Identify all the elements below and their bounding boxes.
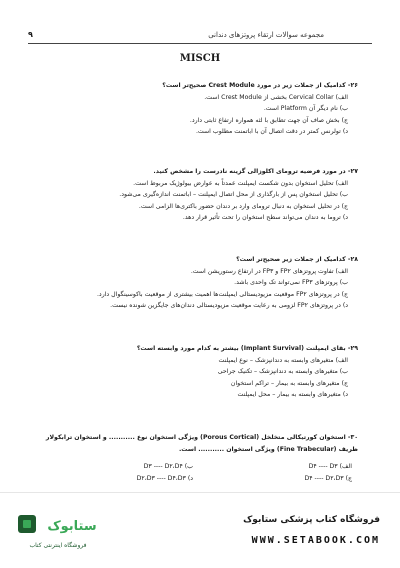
question-block: [40, 254, 358, 312]
page-number: ۹: [28, 30, 33, 39]
option-c: ج) در پروتزهای FP۲ موقعیت مزیودیستالی ایمپلنت‌ها اهمیت بیشتری از موقعیت باکوسینگوال دارد.: [96, 290, 348, 298]
section-title: MISCH: [179, 53, 221, 64]
option-b: ب) متغیرهای وابسته به دندانپزشک – تکنیک جراحی: [217, 368, 348, 376]
option-d: د) D۲،D۳ ---- D۴،D۳: [136, 474, 193, 482]
header-rule: [28, 43, 372, 44]
option-a: الف) D۴ ---- D۳: [308, 462, 352, 470]
options-row: [40, 472, 358, 484]
option-d: د) تروما به دندان می‌تواند سطح استخوان را تحت تأثیر قرار دهد.: [182, 214, 348, 222]
question-stem: ۲۷- در مورد فرضیه ترومای اکلوزالی گزینه نادرست را مشخص کنید.: [153, 168, 358, 175]
logo-mark-inner: [23, 520, 31, 528]
option-a: الف) تحلیل استخوان بدون شکست ایمپلنت عمدتاً به عوارض بیولوژیک مربوط است.: [133, 179, 348, 187]
store-branding: [243, 515, 380, 546]
question-block: [40, 166, 358, 224]
option-a: الف) Cervical Collar بخشی از Crest Module است.: [204, 93, 348, 101]
option-c: ج) متغیرهای وابسته به بیمار – تراکم استخوان: [230, 379, 348, 387]
store-url: WWW.SETABOOK.COM: [251, 535, 380, 546]
store-footer-banner: [0, 492, 400, 568]
option-d: د) متغیرهای وابسته به بیمار – محل ایمپلنت: [237, 391, 348, 399]
page-header: [28, 30, 372, 44]
running-header-title: مجموعه سوالات ارتقاء پروتزهای دندانی: [208, 31, 324, 39]
question-stem: ۲۸- کدامیک از جملات زیر صحیح‌تر است؟: [236, 256, 358, 263]
logo-wordmark: ستابوک: [47, 519, 97, 534]
options-row: [40, 460, 358, 472]
option-b: ب) تحلیل استخوان پس از بارگذاری از محل اتصال ایمپلنت – اباتمنت اندازه‌گیری می‌شود.: [119, 191, 348, 199]
option-c: ج) D۴ ---- D۲،D۳: [304, 474, 352, 482]
question-block: [40, 432, 358, 455]
question-block: [40, 80, 358, 138]
store-name: فروشگاه کتاب پزشکی ستابوک: [243, 515, 380, 525]
option-d: د) تولرنس کمتر در دقت اتصال آن با اباتمنت مطلوب است.: [195, 128, 348, 136]
option-b: ب) نام دیگر آن Platform است.: [263, 105, 348, 113]
logo-subtext: فروشگاه اینترنتی کتاب: [29, 542, 87, 549]
setabook-logo: [14, 511, 102, 557]
option-b: ب) پروتزهای FP۳ نمی‌تواند تک واحدی باشد.: [234, 279, 348, 287]
options-grid: [40, 460, 358, 484]
option-c: ج) در تحلیل استخوان به دنبال ترومای وارد بر دندان حضور باکتری‌ها الزامی است.: [138, 202, 348, 210]
question-stem: ۲۶- کدامیک از جملات زیر در مورد Crest Module صحیح‌تر است؟: [162, 82, 358, 89]
option-b: ب) D۳ ---- D۲،D۴: [143, 462, 193, 470]
question-stem: ۲۹- بقای ایمپلنت (Implant Survival) بیشتر به کدام مورد وابسته است؟: [136, 345, 358, 352]
option-a: الف) تفاوت پروتزهای FP۲ و FP۳ در ارتفاع رستوریشن است.: [190, 267, 348, 275]
option-d: د) در پروتزهای FP۲ لزومی به رعایت موقعیت مزیودیستالی دندان‌های جایگزین شونده نیست.: [110, 302, 348, 310]
option-c: ج) بخش صاف آن جهت تطابق با لثه همواره ارتفاع ثابتی دارد.: [189, 116, 348, 124]
option-a: الف) متغیرهای وابسته به دندانپزشک – نوع ایمپلنت: [218, 356, 348, 364]
question-stem: ۳۰- استخوان کورتیکالی متخلخل (Porous Cortical) ویژگی استخوان نوع ........... و استخوان ترابکولار ظریف (Fine Trabecular) ویژگی استخوان ........... است.: [45, 434, 358, 453]
question-block: [40, 343, 358, 401]
